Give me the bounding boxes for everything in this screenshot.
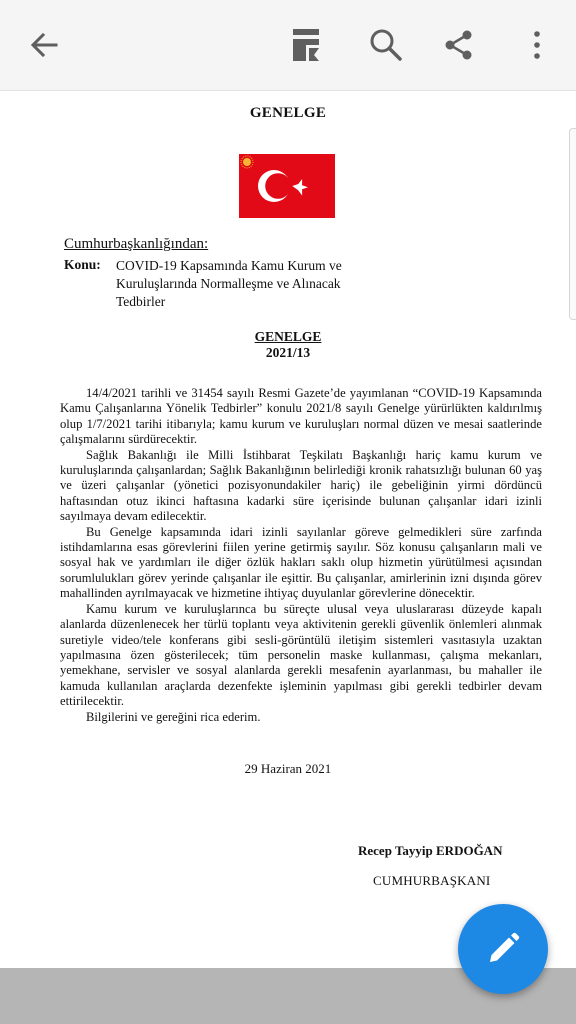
body-paragraph: Bu Genelge kapsamında idari izinli sayılanlar göreve gelmedikleri süre zarfında istihdamlarına esas görevlerini fiilen yerine getirmiş sayılır. Söz konusu çalışanların mali ve sosyal hak ve yardımları ile diğer özlük hakları saklı olup hizmetin yürütülmesi açısından sorumlulukları görev yerinde çalışanlar ile eşittir. Bu çalışanlar, amirlerinin izni dışında görev mahallinden ayrılmayacak ve hizmetine ihtiyaç duyulanlar görevlerine dönecektir. [60, 524, 542, 601]
subject-label: Konu: [64, 257, 101, 272]
document-date: 29 Haziran 2021 [244, 761, 332, 776]
scrollbar-handle[interactable] [569, 128, 576, 320]
body-paragraph: Bilgilerini ve gereğini rica ederim. [86, 709, 261, 724]
edit-pencil-icon [485, 931, 521, 967]
body-paragraph: Kamu kurum ve kuruluşlarınca bu süreçte ulusal veya uluslararası düzeyde kapalı alanlarda düzenlenecek her türlü toplantı veya aktivitenin gerekli güvenlik önlemleri alınmak suretiyle video/tele konferans gibi sesli-görüntülü iletişim sistemleri vasıtasıyla uzaktan yapılmasına özen gösterilecek; tüm personelin maske kullanması, çalışma mekanları, yemekhane, servisler ve sosyal alanlarda gerekli mesafenin ayarlanması, bu mahaller ile kamuda kullanılan araçlarda dezenfekte işleminin yapılması gibi gerekli tedbirler devam ettirilecektir. [60, 601, 542, 709]
signer-title: CUMHURBAŞKANI [373, 873, 491, 888]
signer-name: Recep Tayyip ERDOĞAN [358, 843, 503, 858]
more-options-button[interactable] [514, 22, 560, 68]
search-icon [369, 28, 403, 62]
body-paragraph: Sağlık Bakanlığı ile Milli İstihbarat Teşkilatı Başkanlığı hariç kamu kurum ve kuruluşlarında çalışanlardan; Sağlık Bakanlığının belirlediği kronik rahatsızlığı bulunan 60 yaş ve üzeri çalışanlar (yönetici pozisyonundakiler hariç) ile gebeliğinin yirmi dördüncü haftasından otuz ikinci haftasına kadarki süre içerisinde bulunan çalışanlar idari izinli sayılmaya devam edilecektir. [60, 447, 542, 524]
circular-heading [0, 329, 576, 361]
subject-text: COVID-19 Kapsamında Kamu Kurum ve Kuruluşlarında Normalleşme ve Alınacak Tedbirler [116, 258, 342, 309]
share-icon [443, 29, 475, 61]
search-button[interactable] [363, 22, 409, 68]
edit-fab-button[interactable] [458, 904, 548, 994]
share-button[interactable] [436, 22, 482, 68]
app-toolbar [0, 0, 576, 91]
circular-heading-title: GENELGE [254, 329, 322, 344]
document-page [0, 91, 576, 968]
turkish-flag-icon [239, 154, 335, 218]
back-button[interactable] [21, 22, 67, 68]
more-vert-icon [532, 29, 542, 61]
body-paragraph: 14/4/2021 tarihli ve 31454 sayılı Resmi Gazete’de yayımlanan “COVID-19 Kapsamında Kamu Çalışanlarına Yönelik Tedbirler” konulu 2021/8 sayılı Genelge yürürlükten kaldırılmış olup 1/7/2021 tarihi itibarıyla; kamu kurum ve kuruluşları normal düzen ve mesai saatlerinde çalışmalarını sürdürecektir. [60, 386, 542, 447]
back-arrow-icon [28, 29, 60, 61]
issuer-line: Cumhurbaşkanlığından: [64, 236, 209, 252]
circular-number: 2021/13 [265, 345, 311, 360]
reading-mode-icon [292, 28, 320, 62]
document-body [60, 386, 542, 725]
document-title: GENELGE [249, 105, 327, 121]
reading-mode-button[interactable] [283, 22, 329, 68]
